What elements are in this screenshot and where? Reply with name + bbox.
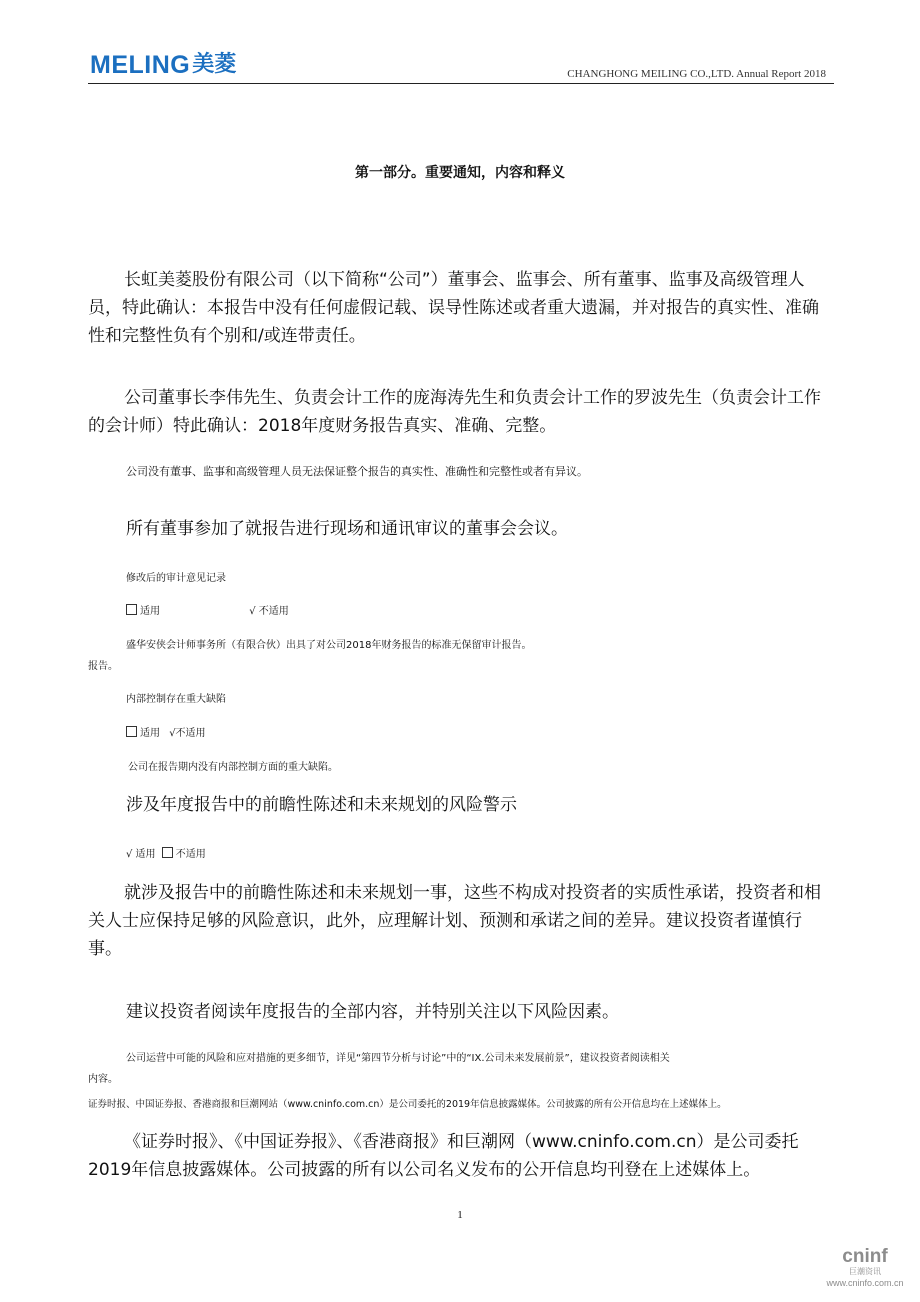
- risk-details-line: 公司运营中可能的风险和应对措施的更多细节，详见“第四节分析与讨论”中的“IX.公司未来发展前景”，建议投资者阅读相关: [126, 1053, 670, 1064]
- board-meeting-paragraph: 所有董事参加了就报告进行现场和通讯审议的董事会会议。: [126, 519, 568, 539]
- audit-opinion-label: 修改后的审计意见记录: [126, 573, 226, 584]
- risk-not-applicable-checkbox: [162, 847, 173, 858]
- header-divider: [88, 83, 834, 84]
- page-number: 1: [457, 1209, 463, 1221]
- audit-opinion-options: [126, 603, 526, 620]
- report-header-title: CHANGHONG MEILING CO.,LTD. Annual Report 2018: [567, 68, 826, 80]
- audit-not-applicable-label: √ 不适用: [249, 606, 289, 617]
- forward-looking-statement-paragraph: 就涉及报告中的前瞻性陈述和未来规划一事，这些不构成对投资者的实质性承诺，投资者和相关人士应保持足够的风险意识，此外，应理解计划、预测和承诺之间的差异。建议投资者谨慎行事。: [88, 883, 821, 959]
- risk-not-applicable-label: 不适用: [175, 849, 206, 860]
- ic-applicable-checkbox: [126, 726, 137, 737]
- audit-report-text-tail: 报告。: [88, 661, 118, 672]
- risk-details-line-tail: 内容。: [88, 1074, 118, 1085]
- audit-applicable-label: 适用: [140, 606, 160, 617]
- risk-applicable-label: √ 适用: [126, 849, 156, 860]
- disclosure-media-small: 证券时报、中国证券报、香港商报和巨潮网站（www.cninfo.com.cn）是公司委托的2019年信息披露媒体。公司披露的所有公开信息均在上述媒体上。: [88, 1099, 727, 1110]
- watermark-brand: cninf: [842, 1246, 888, 1267]
- audit-applicable-checkbox: [126, 604, 137, 615]
- internal-control-label: 内部控制存在重大缺陷: [126, 694, 226, 705]
- audit-report-text: 盛华安侠会计师事务所（有限合伙）出具了对公司2018年财务报告的标准无保留审计报告。: [126, 640, 532, 651]
- internal-control-options: [126, 725, 426, 742]
- directors-confirmation-paragraph: 长虹美菱股份有限公司（以下简称“公司”）董事会、监事会、所有董事、监事及高级管理人员，特此确认：本报告中没有任何虚假记载、误导性陈述或者重大遗漏，并对报告的真实性、准确性和完整性负有个别和/或连带责任。: [88, 270, 819, 346]
- company-logo: [90, 50, 236, 80]
- logo-latin-text: MELING: [90, 51, 191, 79]
- ic-applicable-label: 适用: [140, 728, 160, 739]
- watermark-url: www.cninfo.com.cn: [826, 1278, 904, 1288]
- logo-cjk-text: 美菱: [192, 52, 237, 77]
- disclosure-media-paragraph: 《证券时报》、《中国证券报》、《香港商报》和巨潮网（www.cninfo.com.cn）是公司委托2019年信息披露媒体。公司披露的所有以公司名义发布的公开信息均刊登在上述媒体上。: [88, 1132, 799, 1180]
- cninfo-watermark: [820, 1247, 910, 1289]
- internal-control-text: 公司在报告期内没有内部控制方面的重大缺陷。: [128, 762, 338, 773]
- reading-advice-paragraph: 建议投资者阅读年度报告的全部内容，并特别关注以下风险因素。: [126, 1002, 619, 1022]
- section-title: 第一部分。重要通知，内容和释义: [355, 165, 565, 181]
- risk-warning-heading: 涉及年度报告中的前瞻性陈述和未来规划的风险警示: [126, 795, 517, 815]
- no-objection-paragraph: 公司没有董事、监事和高级管理人员无法保证整个报告的真实性、准确性和完整性或者有异议。: [126, 465, 588, 478]
- watermark-subtitle: 巨潮资讯: [849, 1267, 881, 1276]
- risk-warning-options: [126, 846, 426, 863]
- financial-confirmation-paragraph: 公司董事长李伟先生、负责会计工作的庞海涛先生和负责会计工作的罗波先生（负责会计工作的会计师）特此确认：2018年度财务报告真实、准确、完整。: [88, 388, 821, 436]
- ic-not-applicable-label: √不适用: [169, 728, 206, 739]
